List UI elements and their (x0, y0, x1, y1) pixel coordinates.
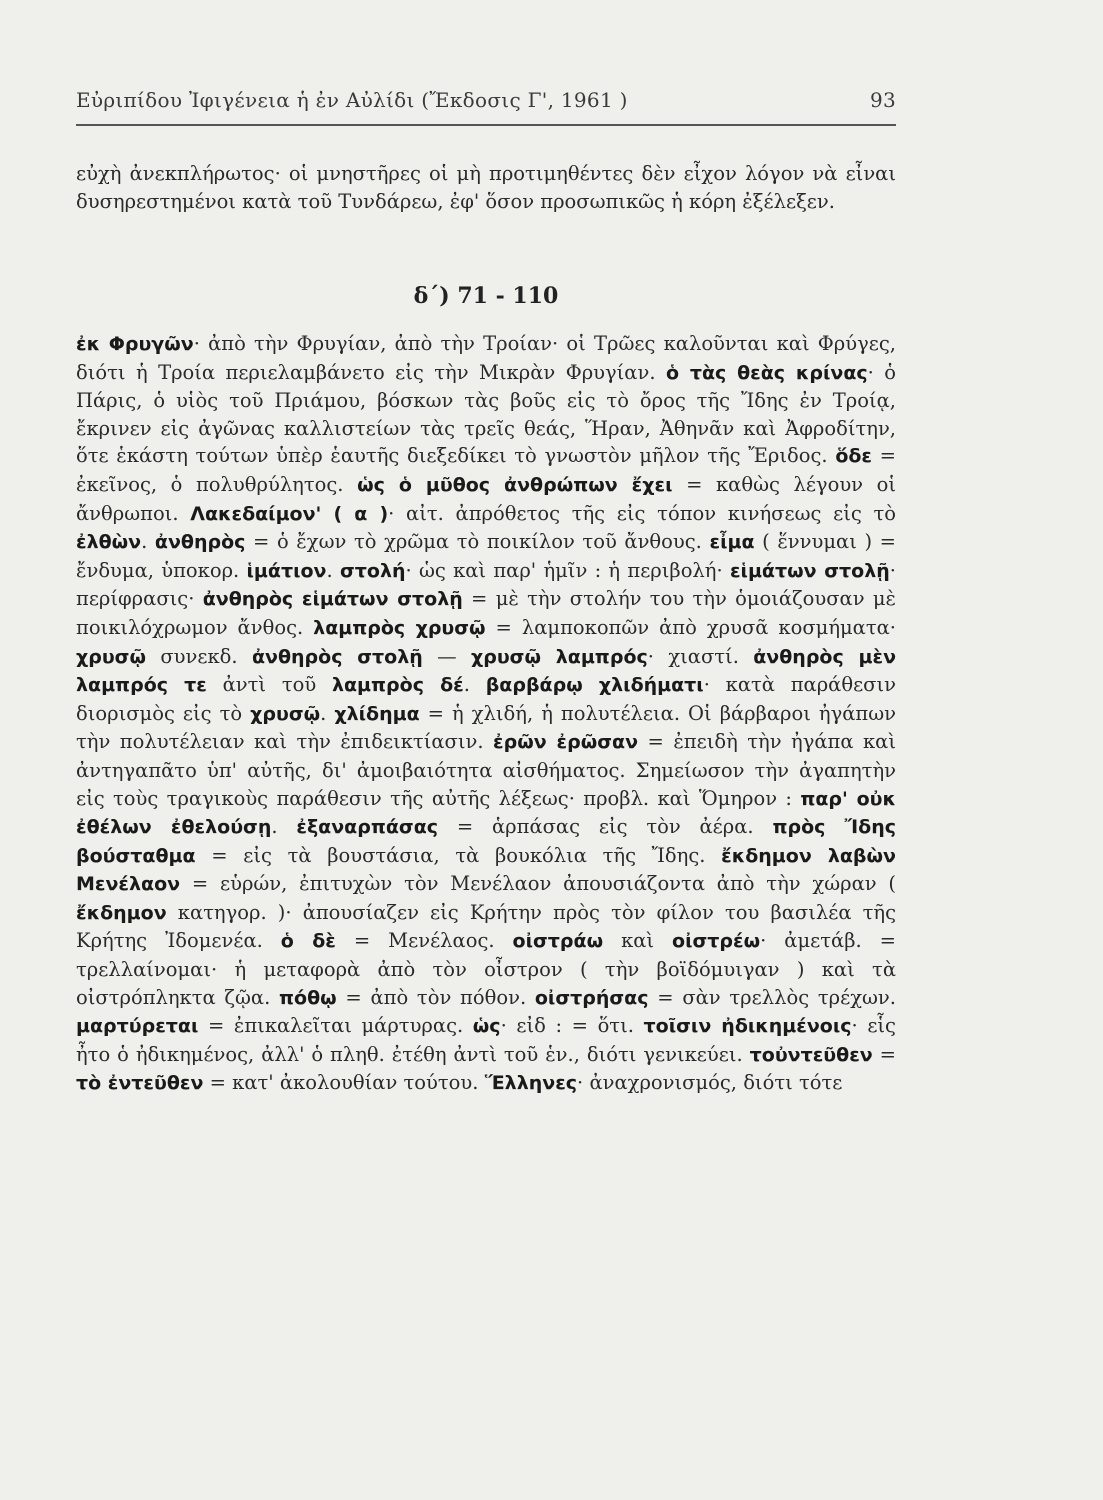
lemma-term: πρὸς Ἴδης βούσταθμα (76, 816, 896, 867)
lemma-term: εἶμα (709, 531, 755, 554)
gloss-text: · χιαστί. (647, 644, 754, 668)
lemma-term: χλίδημα (334, 702, 420, 725)
gloss-text: = εὑρών, ἐπιτυχὼν τὸν Μενέλαον ἀπουσιάζοντα ἀπὸ τὴν χώραν ( (180, 872, 896, 896)
gloss-text: = κατ' ἀκολουθίαν τούτου. (203, 1071, 485, 1095)
lemma-term: ἐκ Φρυγῶν (76, 333, 194, 355)
gloss-text: · ἀπὸ τὴν Φρυγίαν, ἀπὸ τὴν Τροίαν· οἱ Τρῶες καλοῦνται καὶ Φρύγες, διότι ἡ Τροία περιελαμβάνετο εἰς τὴν Μικρὰν Φρυγίαν. (76, 332, 896, 384)
lemma-term: χρυσῷ (250, 702, 321, 725)
lemma-term: ἀνθηρὸς εἱμάτων στολῇ (202, 588, 463, 611)
lemma-term: βαρβάρῳ χλιδήματι (485, 674, 704, 697)
gloss-text: = ἁρπάσας εἰς τὸν ἀέρα. (438, 815, 773, 839)
gloss-text: · αἰτ. ἀπρόθετος τῆς εἰς τόπον κινήσεως εἰς τὸ (388, 501, 896, 525)
gloss-text: — (422, 644, 471, 668)
gloss-text: = Μενέλαος. (335, 929, 513, 953)
lemma-term: πόθῳ (279, 986, 337, 1009)
lemma-term: λαμπρὸς δέ (331, 674, 464, 697)
gloss-text: . (320, 701, 335, 725)
lemma-term: τοῖσιν ἠδικημένοις (643, 1015, 852, 1038)
gloss-text: = ἐπειδὴ τὴν ἠγάπα καὶ ἀντηγαπᾶτο ὑπ' αὐτῆς, δι' ἀμοιβαιότητα αἰσθήματος. Σημείωσον τὴν ἀγαπητὴν εἰς τοὺς τραγικοὺς παράθεσιν τῆς αὐτῆς λέξεως· προβλ. καὶ Ὅμηρον : (76, 730, 896, 810)
gloss-text: συνεκδ. (146, 644, 252, 668)
section-heading: δ΄) 71 - 110 (413, 283, 559, 309)
gloss-text: . (463, 673, 486, 697)
lemma-term: ὁ τὰς θεὰς κρίνας (665, 361, 868, 384)
lemma-term: οἰστράω (512, 930, 604, 953)
lemma-term: ἔκδημον λαβὼν Μενέλαον (76, 844, 896, 896)
intro-paragraph: εὐχὴ ἀνεκπλήρωτος· οἱ μνηστῆρες οἱ μὴ προτιμηθέντες δὲν εἶχον λόγον νὰ εἶναι δυσηρεστημένοι κατὰ τοῦ Τυνδάρεω, ἐφ' ὅσον προσωπικῶς ἡ κόρη ἐξέλεξεν. (76, 162, 896, 213)
gloss-text: · εἰδ : = ὅτι. (500, 1014, 644, 1038)
lemma-term: ἔκδημον (76, 901, 167, 924)
header-title: Εὐριπίδου Ἰφιγένεια ἡ ἐν Αὐλίδι (Ἔκδοσις Γ', 1961 ) (76, 88, 628, 112)
gloss-text: · ὡς καὶ παρ' ἡμῖν : ἡ περιβολή· (405, 558, 730, 582)
gloss-text: = καθὼς λέγουν οἱ ἄνθρωποι. (76, 472, 896, 525)
lemma-term: ὁ δὲ (280, 930, 336, 953)
lemma-term: οἰστρέω (672, 930, 761, 953)
page-number: 93 (869, 88, 896, 112)
lemma-term: τοὐντεῦθεν (749, 1043, 873, 1066)
gloss-text: κατηγορ. )· ἀπουσίαζεν εἰς Κρήτην πρὸς τὸν φίλον του βασιλέα τῆς Κρήτης Ἰδομενέα. (76, 900, 896, 953)
lemma-term: εἱμάτων στολῇ (729, 559, 890, 582)
commentary-paragraph (76, 330, 896, 1098)
gloss-text: = ἡ χλιδή, ἡ πολυτέλεια. Οἱ βάρβαροι ἠγάπων τὴν πολυτέλειαν καὶ τὴν ἐπιδεικτίασιν. (76, 701, 896, 754)
header-rule (76, 124, 896, 126)
gloss-text: · εἷς ἦτο ὁ ἠδικημένος, ἀλλ' ὁ πληθ. ἐτέθη ἀντὶ τοῦ ἑν., διότι γενικεύει. (76, 1014, 896, 1066)
lemma-term: Ἕλληνες (484, 1072, 578, 1095)
gloss-text: = ὁ ἔχων τὸ χρῶμα τὸ ποικίλον τοῦ ἄνθους. (245, 530, 710, 554)
lemma-term: τὸ ἐντεῦθεν (76, 1072, 204, 1095)
lemma-term: μαρτύρεται (76, 1015, 199, 1038)
lemma-term: χρυσῷ λαμπρός (470, 645, 648, 668)
lemma-term: ἐλθὼν (76, 531, 142, 554)
gloss-text: . (141, 530, 155, 554)
lemma-term: στολή (339, 559, 406, 582)
lemma-term: ὅδε (835, 445, 872, 468)
lemma-term: παρ' οὐκ ἐθέλων ἐθελούσῃ (76, 787, 896, 839)
lemma-term: ἱμάτιον (246, 559, 327, 582)
gloss-text: ( ἕννυμαι ) = ἔνδυμα, ὑποκορ. (76, 530, 896, 582)
lemma-term: ἐξαναρπάσας (296, 816, 439, 839)
gloss-text: · κατὰ παράθεσιν διορισμὸς εἰς τὸ (76, 673, 896, 725)
gloss-text: = λαμποκοπῶν ἀπὸ χρυσᾶ κοσμήματα· (485, 615, 896, 639)
lemma-term: χρυσῷ (76, 645, 146, 668)
gloss-text: = ἐκεῖνος, ὁ πολυθρύλητος. (76, 444, 897, 496)
lemma-term: λαμπρὸς χρυσῷ (313, 616, 486, 639)
gloss-text: = σὰν τρελλὸς τρέχων. (648, 985, 896, 1009)
running-header (76, 88, 896, 118)
gloss-text: καὶ (603, 929, 673, 953)
gloss-text: = εἰς τὰ βουστάσια, τὰ βουκόλια τῆς Ἴδης. (195, 843, 722, 867)
gloss-text: . (271, 815, 297, 839)
gloss-text: = ἐπικαλεῖται μάρτυρας. (198, 1014, 473, 1038)
lemma-term: ὡς ὁ μῦθος ἀνθρώπων ἔχει (357, 473, 673, 496)
gloss-text: · ἀναχρονισμός, διότι τότε (577, 1071, 843, 1095)
gloss-text: = μὲ τὴν στολήν του τὴν ὁμοιάζουσαν μὲ ποικιλόχρωμον ἄνθος. (76, 587, 896, 639)
gloss-text: = (872, 1042, 896, 1066)
lemma-term: οἰστρήσας (534, 986, 649, 1009)
lemma-term: ἀνθηρὸς (154, 531, 246, 554)
lemma-term: ἐρῶν ἐρῶσαν (493, 731, 639, 754)
gloss-text: · περίφρασις· (76, 558, 896, 611)
gloss-text: · ἀμετάβ. = τρελλαίνομαι· ἡ μεταφορὰ ἀπὸ τὸν οἶστρον ( τὴν βοϊδόμυιγαν ) καὶ τὰ οἰστρόπληκτα ζῷα. (76, 929, 896, 1009)
lemma-term: ὡς (472, 1015, 501, 1038)
gloss-text: = ἀπὸ τὸν πόθον. (336, 985, 535, 1009)
lemma-term: ἀνθηρὸς μὲν λαμπρός τε (76, 645, 897, 697)
lemma-term: ἀνθηρὸς στολῇ (251, 645, 423, 668)
gloss-text: · ὁ Πάρις, ὁ υἱὸς τοῦ Πριάμου, βόσκων τὰς βοῦς εἰς τὸ ὄρος τῆς Ἴδης ἐν Τροίᾳ, ἔκρινεν εἰς ἀγῶνας καλλιστείων τὰς τρεῖς θεάς, Ἥραν, Ἀθηνᾶν καὶ Ἀφροδίτην, ὅτε ἑκάστη τούτων ὑπὲρ ἑαυτῆς διεξεδίκει τὸ γνωστὸν μῆλον τῆς Ἔριδος. (76, 360, 897, 468)
gloss-text: . (326, 558, 340, 582)
lemma-term: Λακεδαίμον' ( α ) (190, 502, 389, 525)
gloss-text: ἀντὶ τοῦ (206, 673, 332, 697)
